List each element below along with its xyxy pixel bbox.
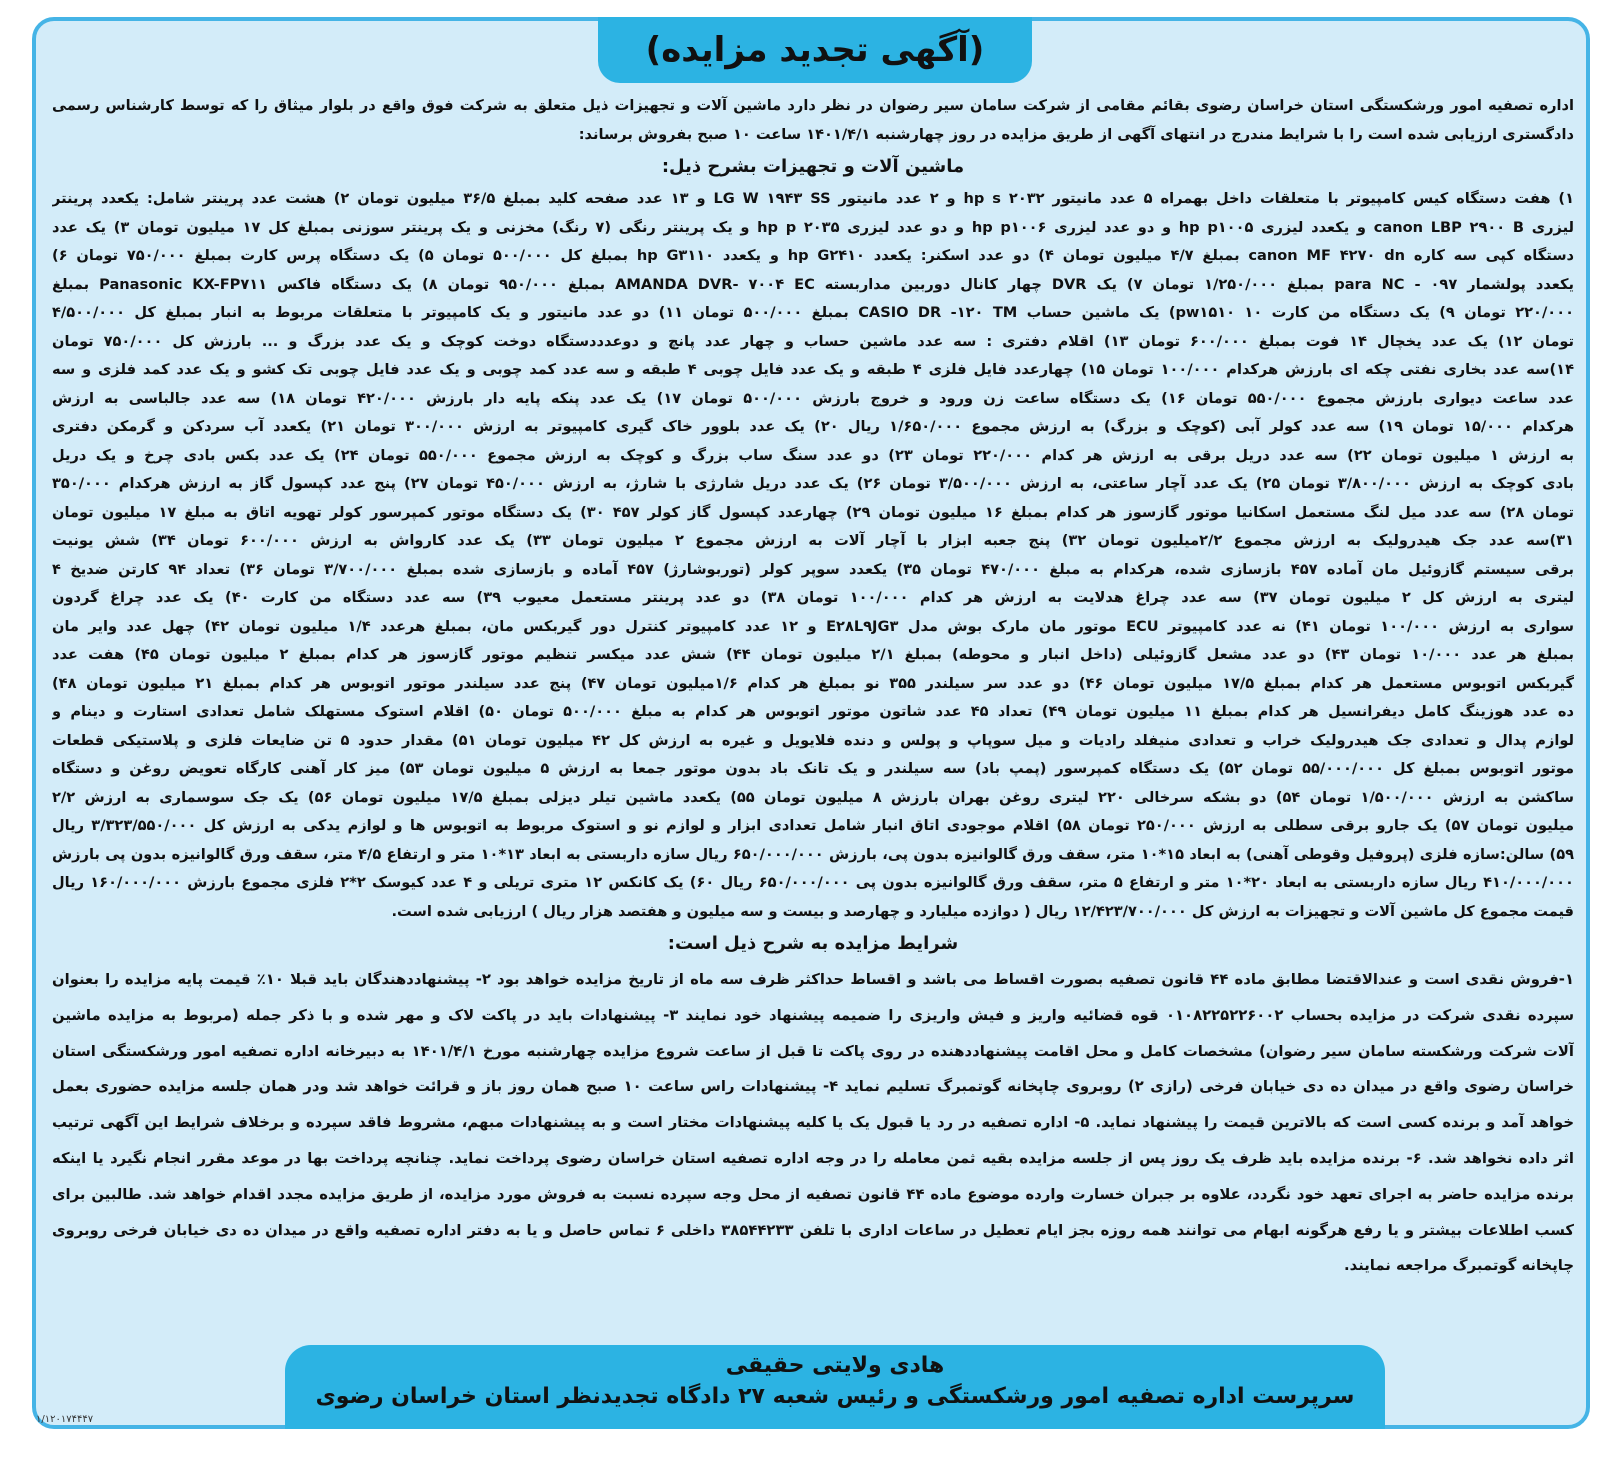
signature-banner bbox=[285, 1345, 1385, 1429]
condition-line: چاپخانه گوتمبرگ مراجعه نمایند. bbox=[1344, 1257, 1574, 1275]
item-line: ساکشن به ارزش ۱/۵۰۰/۰۰۰ تومان ۵۴) دو بشکه سرخالی ۲۲۰ لیتری روغن بهران بارزش ۸ میلیون تومان ۵۵) یکعدد ماشین تیلر دیزلی بمبلغ ۱۷/۵ میلیون تومان ۵۶) یک جک سوسماری به ارزش ۲/۲ bbox=[52, 788, 1574, 806]
items-list bbox=[52, 185, 1574, 926]
conditions-heading: شرایط مزایده به شرح ذیل است: bbox=[667, 933, 959, 954]
condition-line: خواهد آمد و برنده کسی است که بالاترین قیمت را پیشنهاد نماید. ۵- اداره تصفیه در رد یا قبول یک یا کلیه پیشنهادات مختار است و به پیشنهادات مبهم، مشروط فاقد سپرده و برخلاف شرایط این آگهی ترتیب bbox=[52, 1114, 1574, 1132]
item-line: بمبلغ هر عدد ۱۰/۰۰۰ تومان ۴۳) دو عدد مشعل گازوئیلی (داخل انبار و محوطه) بمبلغ ۲/۱ میلیون تومان ۴۴) شش عدد میکسر تنظیم موتور گازسوز هر کدام بمبلغ ۲ میلیون تومان ۴۵) هفت عدد bbox=[52, 646, 1574, 663]
item-line: قیمت مجموع کل ماشین آلات و تجهیزات به ارزش کل ۱۲/۴۲۳/۷۰۰/۰۰۰ ریال ( دوازده میلیارد و چهارصد و بیست و سه میلیون و هفتصد هزار ریال ) ارزیابی شده است. bbox=[391, 902, 1574, 920]
items-heading: ماشین آلات و تجهیزات بشرح ذیل: bbox=[661, 156, 965, 177]
item-line: لوازم پدال و تعدادی جک هیدرولیک خراب و تعدادی منیفلد رادیات و میل سوپاپ و پولس و دنده فلایویل و غیره به ارزش کل ۴۲ میلیون تومان ۵۱) مقدار حدود ۵ تن ضایعات فلزی و پلاستیکی قطعات bbox=[52, 731, 1574, 749]
item-line: ۱) هفت دستگاه کیس کامپیوتر با متعلقات داخل بهمراه ۵ عدد مانیتور hp s ۲۰۳۲ و ۲ عدد مانیتور LG W ۱۹۴۳ SS و ۱۳ عدد صفحه کلید بمبلغ ۳۶/۵ میلیون تومان ۲) هشت عدد پرینتر شامل: یکعدد پرینتر bbox=[52, 190, 1574, 207]
item-line: لیتری به ارزش کل ۲ میلیون تومان ۳۷) سه عدد چراغ هدلایت به ارزش هر کدام ۱۰۰/۰۰۰ تومان ۳۸) دو عدد پرینتر مستعمل معیوب ۳۹) سه عدد دستگاه من کارت ۴۰) یک عدد چراغ گردون bbox=[52, 589, 1574, 606]
item-line: لیزری canon LBP ۲۹۰۰ B و یکعدد لیزری hp p۱۰۰۵ و دو عدد لیزری hp p۱۰۰۶ و دو عدد لیزری hp p ۲۰۳۵ و یک پرینتر رنگی (۷ رنگ) مخزنی و یک پرینتر سوزنی بمبلغ کل ۱۷ میلیون تومان ۳) یک عدد bbox=[52, 218, 1574, 236]
item-line: ۴۱۰/۰۰۰/۰۰۰ ریال سازه داربستی به ابعاد ۲۰*۱۰ متر و ارتفاع ۵ متر، سقف ورق گالوانیزه بدون پی ۶۵۰/۰۰۰/۰۰۰ ریال ۶۰) یک کانکس ۱۲ متری تریلی و ۴ عدد کیوسک ۲*۲ فلزی مجموع بارزش ۱۶۰/۰۰۰/۰۰۰ ریال bbox=[52, 874, 1574, 891]
conditions-list bbox=[52, 962, 1574, 1284]
condition-line: ۱-فروش نقدی است و عندالاقتضا مطابق ماده ۴۴ قانون تصفیه بصورت اقساط می باشد و اقساط حداکثر ظرف سه ماه از تاریخ مزایده خواهد بود ۲- پیشنهاددهندگان باید قبلا ۱۰٪ قیمت پایه مزایده را بعنوان bbox=[52, 971, 1574, 988]
item-line: تومان ۱۲) یک عدد یخچال ۱۴ فوت بمبلغ ۶۰۰/۰۰۰ تومان ۱۳) اقلام دفتری : سه عدد ماشین حساب و چهار عدد پانچ و دوعدددستگاه دوخت کوچک و یک عدد بزرگ و ... بارزش کل ۷۵۰/۰۰۰ تومان bbox=[52, 332, 1574, 350]
condition-line: خراسان رضوی واقع در میدان ده دی خیابان فرخی (رازی ۲) روبروی چاپخانه گوتمبرگ تسلیم نماید ۴- پیشنهادات راس ساعت ۱۰ صبح همان روز باز و قرائت خواهد شد ودر همان جلسه مزایده حضوری بعمل bbox=[52, 1078, 1574, 1096]
item-line: ۵۹) سالن:سازه فلزی (پروفیل وقوطی آهنی) به ابعاد ۱۵*۱۰ متر، سقف ورق گالوانیزه بدون پی، بارزش ۶۵۰/۰۰۰/۰۰۰ ریال سازه داربستی به ابعاد ۱۳*۱۰ متر و ارتفاع ۴/۵ متر، سقف ورق گالوانیزه بدون پی بارزش bbox=[52, 845, 1574, 863]
item-line: بادی کوچک به ارزش ۳/۸۰۰/۰۰۰ تومان ۲۵) یک عدد آچار ساعتی، به ارزش ۳/۵۰۰/۰۰۰ تومان ۲۶) یک عدد دریل شارژی با شارژ، به ارزش ۴۵۰/۰۰۰ تومان ۲۷) پنج عدد کپسول گاز به ارزش هرکدام ۳۵۰/۰۰۰ bbox=[52, 475, 1574, 492]
notice-title: (آگهی تجدید مزایده) bbox=[645, 30, 985, 70]
item-line: میلیون تومان ۵۷) یک جارو برقی سطلی به ارزش ۲۵۰/۰۰۰ تومان ۵۸) اقلام موجودی اتاق انبار شامل تعدادی ابزار و لوازم نو و استوک مربوط به اتوبوس ها و لوازم یدکی به ارزش کل ۳/۳۲۳/۵۵۰/۰۰۰ ریال bbox=[52, 817, 1574, 834]
item-line: ۳۱)سه عدد جک هیدرولیک به ارزش مجموع ۲/۲میلیون تومان ۳۲) پنج جعبه ابزار با آچار آلات به ارزش مجموع ۲ میلیون تومان ۳۳) یک عدد کارواش به ارزش ۶۰۰/۰۰۰ تومان ۳۴) شش یونیت bbox=[52, 532, 1574, 549]
signatory-title: سرپرست اداره تصفیه امور ورشکستگی و رئیس شعبه ۲۷ دادگاه تجدیدنظر استان خراسان رضوی bbox=[315, 1384, 1355, 1409]
notice-body bbox=[52, 92, 1574, 1284]
item-line: گیربکس اتوبوس مستعمل هر کدام بمبلغ ۱۷/۵ میلیون تومان ۴۶) دو عدد سر سیلندر ۳۵۵ نو بمبلغ هر کدام ۱/۶میلیون تومان ۴۷) پنج عدد سیلندر موتور اتوبوس هر کدام بمبلغ ۲۱ میلیون تومان ۴۸) bbox=[52, 674, 1574, 692]
item-line: برقی سیستم گازوئیل مان آماده ۴۵۷ بازسازی شده، هرکدام به مبلغ ۴۷۰/۰۰۰ تومان ۳۵) یکعدد سوپر کولر (توربوشارژ) ۴۵۷ آماده و بازسازی شده بمبلغ ۳/۷۰۰/۰۰۰ تومان ۳۶) تعداد ۹۴ کارتن ضدیخ ۴ bbox=[52, 560, 1574, 578]
ad-code: ۱/۱۲۰۱۷۴۴۴۷ bbox=[36, 1414, 94, 1425]
item-line: ده عدد هوزینگ کامل دیفرانسیل هر کدام بمبلغ ۱۱ میلیون تومان ۴۹) تعداد ۴۵ عدد شاتون موتور اتوبوس هر کدام به مبلغ ۵۰۰/۰۰۰ تومان ۵۰) اقلام استوک مستهلک شامل تعدادی استارت و دینام و bbox=[52, 703, 1574, 720]
title-banner bbox=[598, 17, 1032, 83]
item-line: دستگاه کپی سه کاره canon MF ۴۲۷۰ dn بمبلغ ۴/۷ میلیون تومان ۴) دو عدد اسکنر: یکعدد hp G۲۴۱۰ و یکعدد hp G۳۱۱۰ بمبلغ کل ۵۰۰/۰۰۰ تومان ۵) یک دستگاه پرس کارت بمبلغ ۷۵۰/۰۰۰ تومان ۶) bbox=[52, 247, 1574, 264]
condition-line: سپرده نقدی شرکت در مزایده بحساب ۰۱۰۸۲۲۵۲۲۶۰۰۲ قوه قضائیه واریز و فیش واریزی را ضمیمه پیشنهاد خود نمایند ۳- پیشنهادات باید در پاکت لاک و مهر شده و با ذکر جمله (مربوط به مزایده ماشین bbox=[52, 1006, 1574, 1024]
item-line: ۱۴)سه عدد بخاری نفتی چکه ای بارزش هرکدام ۱۰۰/۰۰۰ تومان ۱۵) چهارعدد فایل فلزی ۴ طبقه و یک عدد فایل چوبی ۴ طبقه و سه عدد کمد چوبی و یک عدد فایل چوبی تک کشو و یک عدد کمد فلزی و سه bbox=[52, 361, 1574, 378]
condition-line: آلات شرکت ورشکسته سامان سیر رضوان) مشخصات کامل و محل اقامت پیشنهاددهنده در روی پاکت تا قبل از ساعت شروع مزایده چهارشنبه مورخ ۱۴۰۱/۴/۱ به دبیرخانه اداره تصفیه امور ورشکستگی استان bbox=[52, 1042, 1574, 1060]
item-line: یکعدد پولشمار para NC - ۰۹۷ بمبلغ ۱/۲۵۰/۰۰۰ تومان ۷) یک DVR چهار کانال دوربین مداربسته AMANDA DVR- ۷۰۰۴ EC بمبلغ ۹۵۰/۰۰۰ تومان ۸) یک دستگاه فاکس Panasonic KX-FP۷۱۱ بمبلغ bbox=[52, 275, 1574, 293]
condition-line: کسب اطلاعات بیشتر و یا رفع هرگونه ابهام می توانند همه روزه بجز ایام تعطیل در ساعات اداری با تلفن ۳۸۵۴۴۲۳۳ داخلی ۶ تماس حاصل و یا به دفتر اداره تصفیه واقع در میدان ده دی خیابان فرخی روبروی bbox=[52, 1221, 1574, 1239]
item-line: ۲۲۰/۰۰۰ تومان ۹) یک دستگاه من کارت pw۱۵۱۰ ۱۰) یک ماشین حساب CASIO DR -۱۲۰ TM بمبلغ ۵۰۰/۰۰۰ تومان ۱۱) دو عدد مانیتور و یک کامپیوتر با متعلقات مربوط به انبار بمبلغ کل ۴/۵۰۰/۰۰۰ bbox=[52, 304, 1574, 321]
intro-line: دادگستری ارزیابی شده است را با شرایط مندرج در انتهای آگهی از طریق مزایده در روز چهارشنبه ۱۴۰۱/۴/۱ ساعت ۱۰ صبح بفروش برساند: bbox=[578, 125, 1574, 143]
item-line: سواری به ارزش ۱۰۰/۰۰۰ تومان ۴۱) نه عدد کامپیوتر ECU موتور مان مارک بوش مدل E۲۸L۹JG۳ و ۱۲ عدد کامپیوتر کنترل دور گیربکس مان، بمبلغ هرعدد ۱/۴ میلیون تومان ۴۲) چهل عدد وایر مان bbox=[52, 617, 1574, 635]
item-line: موتور اتوبوس بمبلغ کل ۵۵/۰۰۰/۰۰۰ تومان ۵۲) یک دستگاه کمپرسور (پمپ باد) سه سیلندر و یک تانک باد بدون موتور جمعا به ارزش ۵ میلیون تومان ۵۳) میز کار آهنی کارگاه تعویض روغن و دستگاه bbox=[52, 760, 1574, 777]
item-line: تومان ۲۸) سه عدد میل لنگ مستعمل اسکانیا موتور گازسوز هر کدام بمبلغ ۱۶ میلیون تومان ۲۹) چهارعدد کپسول گاز کولر ۴۵۷ ۳۰) یک دستگاه موتور کمپرسور کولر تهویه اتاق به مبلغ ۱۷ میلیون تومان bbox=[52, 503, 1574, 521]
item-line: به ارزش ۱ میلیون تومان ۲۲) سه عدد دریل برقی به ارزش هر کدام ۲۲۰/۰۰۰ تومان ۲۳) دو عدد سنگ ساب بزرگ و کوچک به ارزش مجموع ۵۵۰/۰۰۰ تومان ۲۴) یک عدد بکس بادی چرخ و یک دریل bbox=[52, 446, 1574, 464]
condition-line: برنده مزایده حاضر به اجرای تعهد خود نگردد، علاوه بر جبران خسارت وارده موضوع ماده ۴۴ قانون تصفیه از محل وجه سپرده نسبت به فروش مورد مزایده، از طریق مزایده مجدد اقدام خواهد شد. طالبین برای bbox=[52, 1185, 1574, 1203]
item-line: هرکدام ۱۵/۰۰۰ تومان ۱۹) سه عدد کولر آبی (کوچک و بزرگ) به ارزش مجموع ۱/۶۵۰/۰۰۰ ریال ۲۰) یک عدد بلوور خاک گیری کامپیوتر به ارزش ۳۰۰/۰۰۰ تومان ۲۱) یکعدد آب سردکن و گرمکن دفتری bbox=[52, 418, 1574, 435]
intro-line: اداره تصفیه امور ورشکستگی استان خراسان رضوی بقائم مقامی از شرکت سامان سیر رضوان در نظر دارد ماشین آلات و تجهیزات ذیل متعلق به شرکت فوق واقع در بلوار میثاق را که توسط کارشناس رسمی bbox=[52, 97, 1574, 114]
signatory-name: هادی ولایتی حقیقی bbox=[725, 1353, 945, 1378]
condition-line: اثر داده نخواهد شد. ۶- برنده مزایده باید ظرف یک روز پس از جلسه مزایده بقیه ثمن معامله را در وجه اداره تصفیه استان خراسان رضوی پرداخت نماید. چنانچه پرداخت بها در موعد مقرر انجام نگیرد یا اینکه bbox=[52, 1149, 1574, 1167]
item-line: عدد ساعت دیواری بارزش مجموع ۵۵۰/۰۰۰ تومان ۱۶) یک دستگاه ساعت زن ورود و خروج بارزش ۵۰۰/۰۰۰ تومان ۱۷) یک عدد پنکه پایه دار بارزش ۴۲۰/۰۰۰ تومان ۱۸) سه عدد جالباسی به ارزش bbox=[52, 389, 1574, 407]
